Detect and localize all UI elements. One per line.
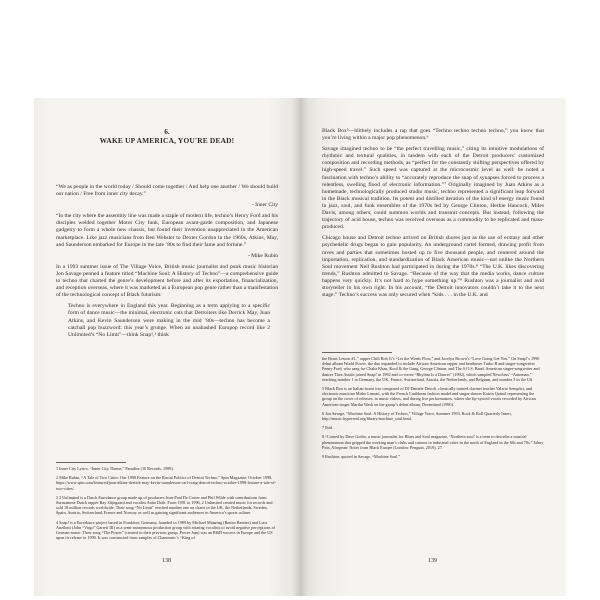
epigraph-quote: “In the city where the assembly line was made a staple of modern life, techno’s Henry Ford and his disciples welded together Motor City funk, European avant-garde composition, and Japanese gadgetry to form a whole new chassis, but found their invention unappreciated in the American marketplace. Like jazz musicians from Ben Webster to Dexter Gordon in the 1960s, Atkins, May, and Saunderson embarked for Europe in the late ’80s to find their fame and fortune.” bbox=[56, 213, 278, 248]
book-spine-shadow bbox=[292, 98, 308, 596]
footnote: the Beats Lesson #1,” rapper Chill Rob G’s “Let the Words Flow,” and Jocelyn Brown’s “Love Going Get You.” On Snap!’s 1990 debut album World Power, the duo expanded to include African American rapper and beatboxer Turbo B and singer-songwriter Penny Ford, who sang for Chaka Khan, Kool & the Gang, George Clinton, and The S.O.S. Band. American singer-songwriter and dancer Thea Austin joined Snap! in 1992 and co-wrote “Rhythm Is a Dancer” (1992), which sampled Newcleus’ “Automan,” reaching number 1 in Germany, the UK, France, Switzerland, Austria, the Netherlands, and Belgium, and number 5 in the US. bbox=[322, 356, 540, 382]
right-body-text bbox=[322, 128, 544, 303]
block-quote: Techno is everywhere in England this year. Beginning as a term applying to a specific form of dance music—the minimal, electronic cuts that Detroiters like Derrick May, Juan Atkins, and Kevin Saunderson were making in the mid ’80s—techno has become a catchall pop buzzword: this year’s grunge. When an unabashed Europop record like 2 Unlimited’s “No Limit”—think Snap!,¹ think bbox=[68, 303, 270, 338]
left-body-text bbox=[56, 184, 278, 343]
body-paragraph: Black Box⁵—blithely includes a rap that goes “Techno techno techno techno,” you know that you’re living within a major pop phenomenon.⁶ bbox=[322, 128, 544, 142]
epigraph-attribution: - Inner City bbox=[251, 202, 278, 209]
footnote: 9 Rushton, quoted in Savage, “Machine Soul.” bbox=[322, 454, 401, 460]
right-page bbox=[300, 98, 566, 596]
page-number: 139 bbox=[428, 558, 437, 564]
footnote: 2 Mike Rubin, “A Tale of Two Cities: Our 1998 Feature on the Racial Politics of Detroit Techno,” Spin Magazine, October 1998, https://www.spin.com/featured/juan-atkins-derrick-may-kevin-saunderson-carl-craig-detroit-techno-october-1998-feature-a-tale-of-two-cities/. bbox=[56, 475, 277, 491]
left-footnotes bbox=[56, 466, 278, 544]
chapter-number: 6. bbox=[164, 128, 170, 136]
body-paragraph: Chicago house and Detroit techno arrived on British shores just as the use of ecstasy and other psychedelic drugs began to gain popularity. An underground cartel formed, drawing profit from raves and parties that sometimes hosted up to five thousand people, and centered around the importation, replication, and standardization of Black American music—not unlike the Northern Soul movement Neil Rushton had participated in during the 1970s.⁸ “The U.K. likes discovering trends,” Rushton admitted to Savage. “Because of the way that the media works, dance culture happens very quickly. It’s not hard to hype something up.”⁹ Rushton was a journalist and avid storyteller in his own right. In his account, “the Detroit innovators couldn’t take it to the next stage.” Techno’s success was only secured when “kids . . . in the U.K. and bbox=[322, 235, 544, 299]
footnote: 5 Black Box is an Italian house trio composed of DJ Daniele Davoli, classically trained clarinet teacher Valerio Semplici, and electronic musician Mirko Limoni, with the French Caribbean fashion model and singer-dancer Katrin Quinol representing the group on the cover of releases, in music videos, and during live performances, where she lip-synced vocals recorded by African American singer Martha Wash on the group’s debut album, Dreamland (1990). bbox=[322, 386, 536, 407]
left-page bbox=[34, 98, 300, 596]
body-paragraph: In a 1993 summer issue of The Village Voice, British music journalist and punk music historian Jon Savage penned a feature titled “Machine Soul: A History of Techno”—a comprehensive guide to techno that charted the genre’s development before and after its exportation, financialization, and reception overseas, where it was marketed as a European pop genre rather than a manifestation of the technological concept of Black futurism: bbox=[56, 263, 278, 299]
footnote-rule bbox=[322, 352, 392, 353]
footnote: 7 Ibid. bbox=[322, 425, 333, 431]
page-number: 138 bbox=[162, 558, 171, 564]
chapter-title: WAKE UP AMERICA, YOU'RE DEAD! bbox=[99, 136, 235, 145]
footnote: 4 Snap! is a Eurodance project based in Frankfurt, Germany, founded in 1989 by Michael Münzing (Benito Benites) and Luca Anzilotti (John “Virgo” Garrett III) as a semi-anonymous production group with rotating vocalists to avoid negative perceptions of German music. Their song “The Power” (created in their previous group, Power Jam) was an R&B success in Europe and the US upon its release in 1990. It was constructed from samples of Chantronic’s “King of bbox=[56, 519, 276, 541]
footnote: 1 Inner City Lyrics, “Inner City Theme,” Paradise (10 Records, 1989). bbox=[56, 466, 174, 471]
footnote: 3 2 Unlimited is a Dutch Eurodance group made up of producers Jean-Paul De Coster and Phil Wilde with contributions from Surinamese Dutch rapper Ray Slijngaard and vocalist Anita Doth. From 1991 to 1996, 2 Unlimited created music for records and sold 18 million records worldwide. Their song “No Limit” reached number one on charts in the UK, the Netherlands, Sweden, Spain, Austria, Switzerland, France and Norway as well as gaining significant audiences in America’s sports culture. bbox=[56, 494, 273, 516]
right-footnotes bbox=[322, 356, 544, 463]
footnote: 8 “Coined by Dave Godin, a music journalist for Blues and Soul magazine, ‘Northern soul’ is a term to describe a musical phenomenon that gripped the working man’s clubs and casinos in industrial cities in the north of England in the 60s and 70s.” Jahny Pitts, Afropean: Notes from Black Europe (London: Penguin, 2019), 27. bbox=[322, 434, 544, 450]
open-book bbox=[34, 98, 566, 596]
epigraph-quote: “We as people in the world today / Should come together / And help one another / We should build our nation / Free from inner city decay.” bbox=[56, 184, 278, 198]
footnote-rule bbox=[56, 462, 126, 463]
body-paragraph: Savage imagined techno to be “the perfect travelling music,” citing its intuitive modulations of rhythmic and textural qualities, in tandem with each of the Detroit producers’ customized composition and recording methods, as “perfect for the constantly shifting perspectives offered by high-speed travel.” Such speed was captured at the microcosmic level as well: he noted a fascination with techno’s ability to “accurately reproduce the snap of synapses forced to process a relentless, swelling flood of electronic information.”⁷ Originally imagined by Juan Atkins as a homemade, technologically produced studio music, techno represented a significant leap forward in the Black musical tradition. Its potent and distilled iteration of the kind of energy music found in jazz, soul, and funk ensembles of the 1970s led by George Clinton, Herbie Hancock, Miles Davis, among others, could summon worlds and transmit concepts. But instead, following the trajectory of acid house, techno was received overseas as a commodity to be replicated and mass-produced. bbox=[322, 146, 544, 231]
footnote: 6 Jon Savage, “Machine Soul: A History of Techno,” Village Voice, Summer 1993, Rock & Roll Quarterly Insert, http://music.hyperreal.org/library/machine_soul.html. bbox=[322, 410, 512, 422]
epigraph-attribution: - Mike Rubin bbox=[247, 252, 278, 259]
